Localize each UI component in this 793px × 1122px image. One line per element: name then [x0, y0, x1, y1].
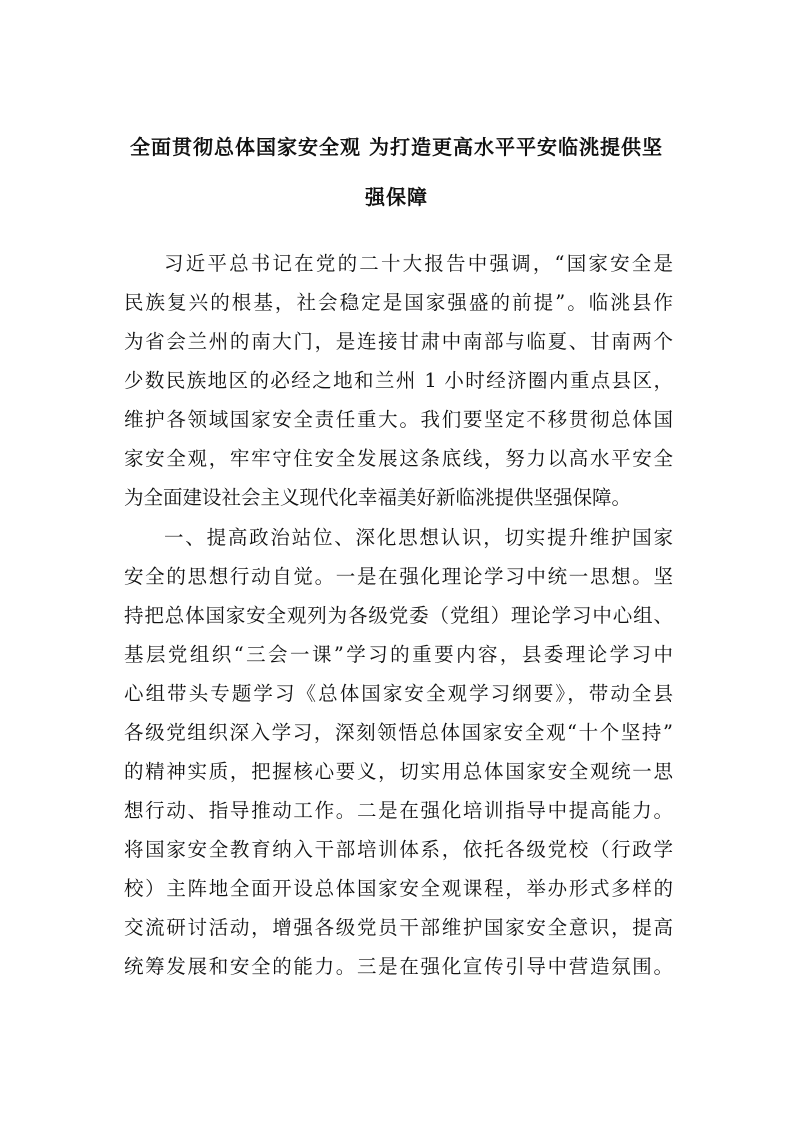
body-line: 安全的思想行动自觉。一是在强化理论学习中统一思想。坚 — [124, 565, 673, 588]
body-line: 将国家安全教育纳入干部培训体系，依托各级党校（行政学 — [124, 838, 673, 861]
body-line: 统筹发展和安全的能力。三是在强化宣传引导中营造氛围。 — [124, 955, 673, 978]
document-title-line-2: 强保障 — [365, 185, 428, 209]
body-line: 少数民族地区的必经之地和兰州 1 小时经济圈内重点县区， — [124, 369, 673, 392]
body-line: 交流研讨活动，增强各级党员干部维护国家安全意识，提高 — [124, 916, 673, 939]
body-line: 心组带头专题学习《总体国家安全观学习纲要》，带动全县 — [124, 682, 673, 705]
body-line: 持把总体国家安全观列为各级党委（党组）理论学习中心组、 — [124, 604, 673, 627]
body-line: 为全面建设社会主义现代化幸福美好新临洮提供坚强保障。 — [124, 486, 632, 509]
body-line: 维护各领域国家安全责任重大。我们要坚定不移贯彻总体国 — [124, 408, 673, 431]
body-line: 想行动、指导推动工作。二是在强化培训指导中提高能力。 — [124, 799, 673, 822]
document-title-line-1: 全面贯彻总体国家安全观 为打造更高水平平安临洮提供坚 — [130, 135, 663, 159]
body-line: 一、提高政治站位、深化思想认识，切实提升维护国家 — [164, 526, 673, 549]
body-line: 民族复兴的根基，社会稳定是国家强盛的前提”。临洮县作 — [124, 291, 673, 314]
body-line: 习近平总书记在党的二十大报告中强调，“国家安全是 — [164, 252, 673, 275]
body-line: 为省会兰州的南大门，是连接甘肃中南部与临夏、甘南两个 — [124, 330, 673, 353]
body-line: 校）主阵地全面开设总体国家安全观课程，举办形式多样的 — [124, 877, 673, 900]
body-line: 基层党组织“三会一课”学习的重要内容，县委理论学习中 — [124, 643, 673, 666]
body-line: 的精神实质，把握核心要义，切实用总体国家安全观统一思 — [124, 760, 673, 783]
body-line: 家安全观，牢牢守住安全发展这条底线，努力以高水平安全 — [124, 447, 673, 470]
body-line: 各级党组织深入学习，深刻领悟总体国家安全观“十个坚持” — [124, 721, 673, 744]
